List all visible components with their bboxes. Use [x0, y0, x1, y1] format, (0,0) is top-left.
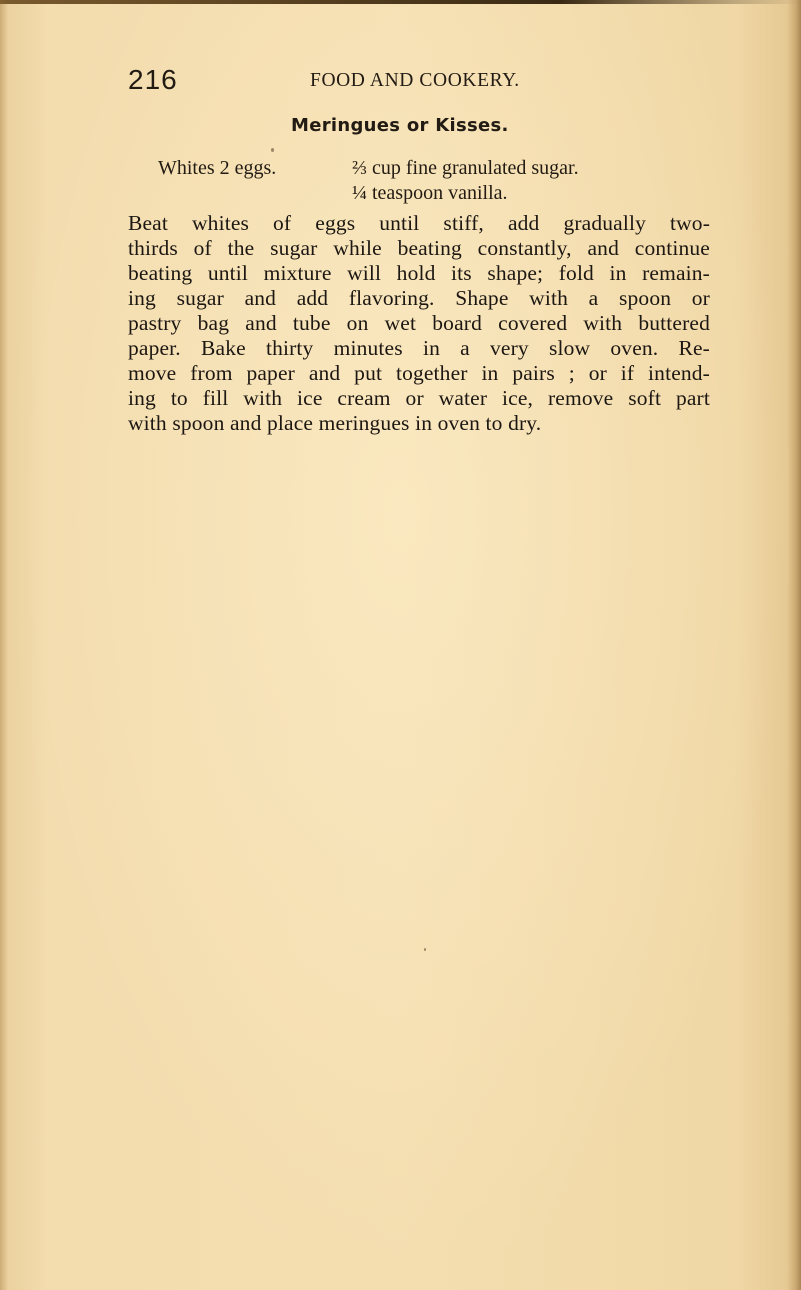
top-edge-shadow — [0, 0, 801, 4]
method-line: with spoon and place meringues in oven to dry. — [128, 411, 542, 435]
left-edge-shadow — [0, 0, 8, 1290]
method-line: ing sugar and add flavoring. Shape with a spoon or — [128, 286, 710, 310]
method-line: ing to fill with ice cream or water ice, remove soft part — [128, 386, 710, 410]
ingredient-vanilla: ¼ teaspoon vanilla. — [352, 182, 508, 204]
method-line: Beat whites of eggs until stiff, add gradually two- — [128, 211, 710, 235]
recipe-title: Meringues or Kisses. — [291, 115, 509, 136]
method-paragraph — [128, 211, 710, 436]
method-line: move from paper and put together in pairs ; or if intend- — [128, 361, 710, 385]
running-head: FOOD AND COOKERY. — [310, 70, 520, 91]
right-edge-shadow — [787, 0, 801, 1290]
ingredient-egg-whites: Whites 2 eggs. — [158, 157, 277, 179]
method-line: pastry bag and tube on wet board covered with buttered — [128, 311, 710, 335]
ingredient-sugar: ⅔ cup fine granulated sugar. — [352, 157, 579, 179]
paper-speck — [424, 948, 426, 951]
paper-speck — [271, 148, 274, 152]
method-line: beating until mixture will hold its shape; fold in remain- — [128, 261, 710, 285]
page-number: 216 — [128, 64, 178, 95]
method-line: paper. Bake thirty minutes in a very slow oven. Re- — [128, 336, 710, 360]
method-line: thirds of the sugar while beating constantly, and continue — [128, 236, 710, 260]
page-header — [128, 64, 548, 104]
